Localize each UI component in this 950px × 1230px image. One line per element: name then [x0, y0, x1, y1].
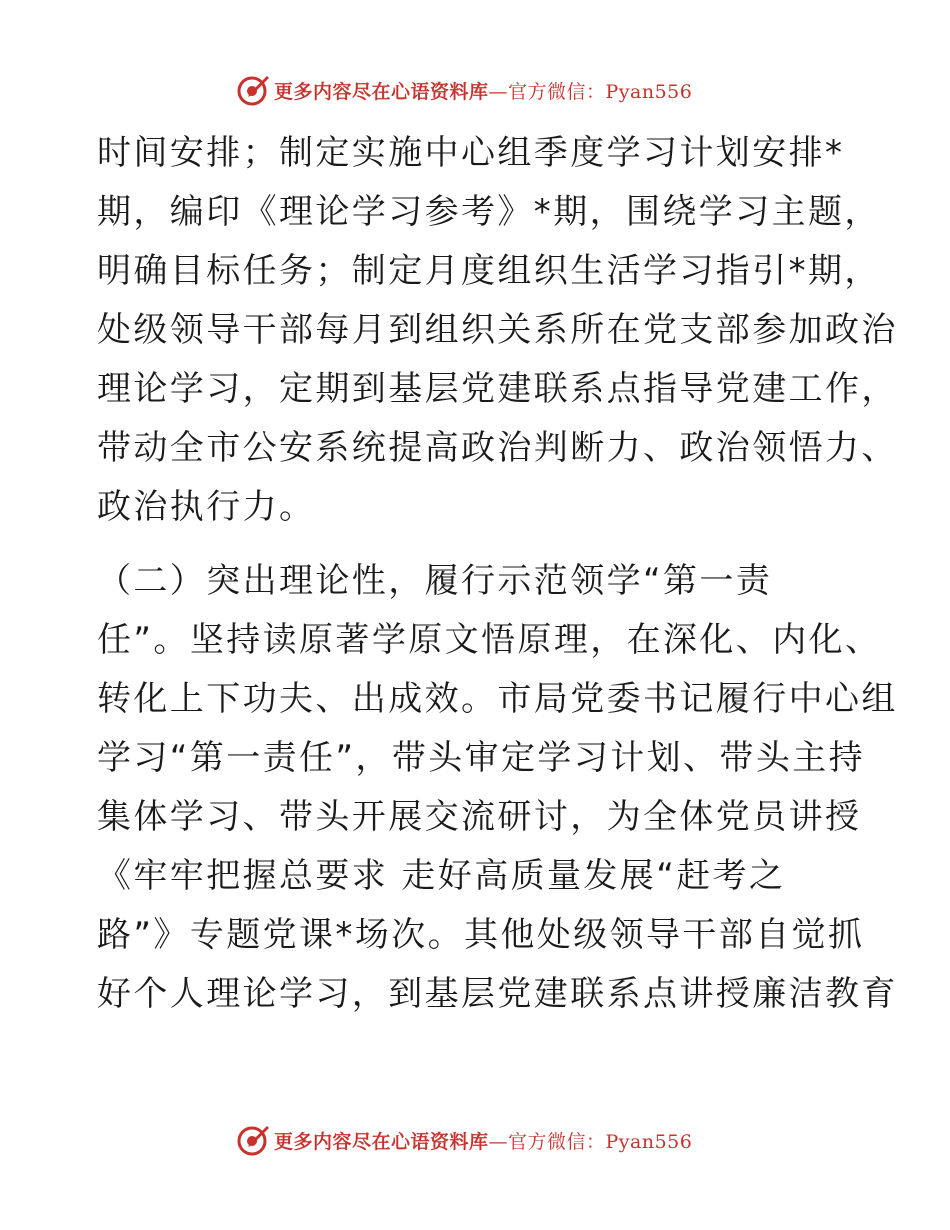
text-line: 明确目标任务；制定月度组织生活学习指引*期， — [97, 251, 881, 291]
header-watermark — [236, 73, 692, 107]
document-body — [97, 124, 898, 1024]
text-line: 任”。坚持读原著学原文悟原理，在深化、内化、 — [97, 620, 882, 660]
text-line: 集体学习、带头开展交流研讨，为全体党员讲授 — [97, 797, 862, 837]
text-line: 处级领导干部每月到组织关系所在党支部参加政治 — [97, 310, 898, 350]
paragraph-gap — [97, 537, 857, 552]
text-line: 期，编印《理论学习参考》*期，围绕学习主题， — [97, 192, 881, 232]
text-line: 政治执行力。 — [97, 487, 316, 527]
pen-logo-icon — [236, 73, 270, 107]
text-line: 好个人理论学习，到基层党建联系点讲授廉洁教育 — [97, 974, 898, 1014]
header-watermark-lead: 更多内容尽在心语资料库 — [274, 80, 489, 103]
paragraph-1 — [97, 124, 898, 537]
text-line: 时间安排；制定实施中心组季度学习计划安排* — [97, 133, 845, 173]
text-line: 带动全市公安系统提高政治判断力、政治领悟力、 — [97, 428, 898, 468]
footer-watermark-wechat: —官方微信：Pyan556 — [488, 1130, 693, 1153]
header-watermark-wechat: —官方微信：Pyan556 — [488, 80, 693, 103]
section-heading-line: （二）突出理论性，履行示范领学“第一责 — [97, 561, 773, 601]
text-line: 《牢牢把握总要求 走好高质量发展“赶考之 — [97, 856, 786, 896]
text-line: 转化上下功夫、出成效。市局党委书记履行中心组 — [97, 679, 898, 719]
footer-watermark — [236, 1123, 692, 1157]
footer-watermark-lead: 更多内容尽在心语资料库 — [274, 1130, 489, 1153]
paragraph-2 — [97, 552, 898, 1024]
text-line: 学习“第一责任”，带头审定学习计划、带头主持 — [97, 738, 866, 778]
text-line: 路”》专题党课*场次。其他处级领导干部自觉抓 — [97, 915, 865, 955]
pen-logo-icon — [236, 1123, 270, 1157]
text-line: 理论学习，定期到基层党建联系点指导党建工作， — [97, 369, 898, 409]
